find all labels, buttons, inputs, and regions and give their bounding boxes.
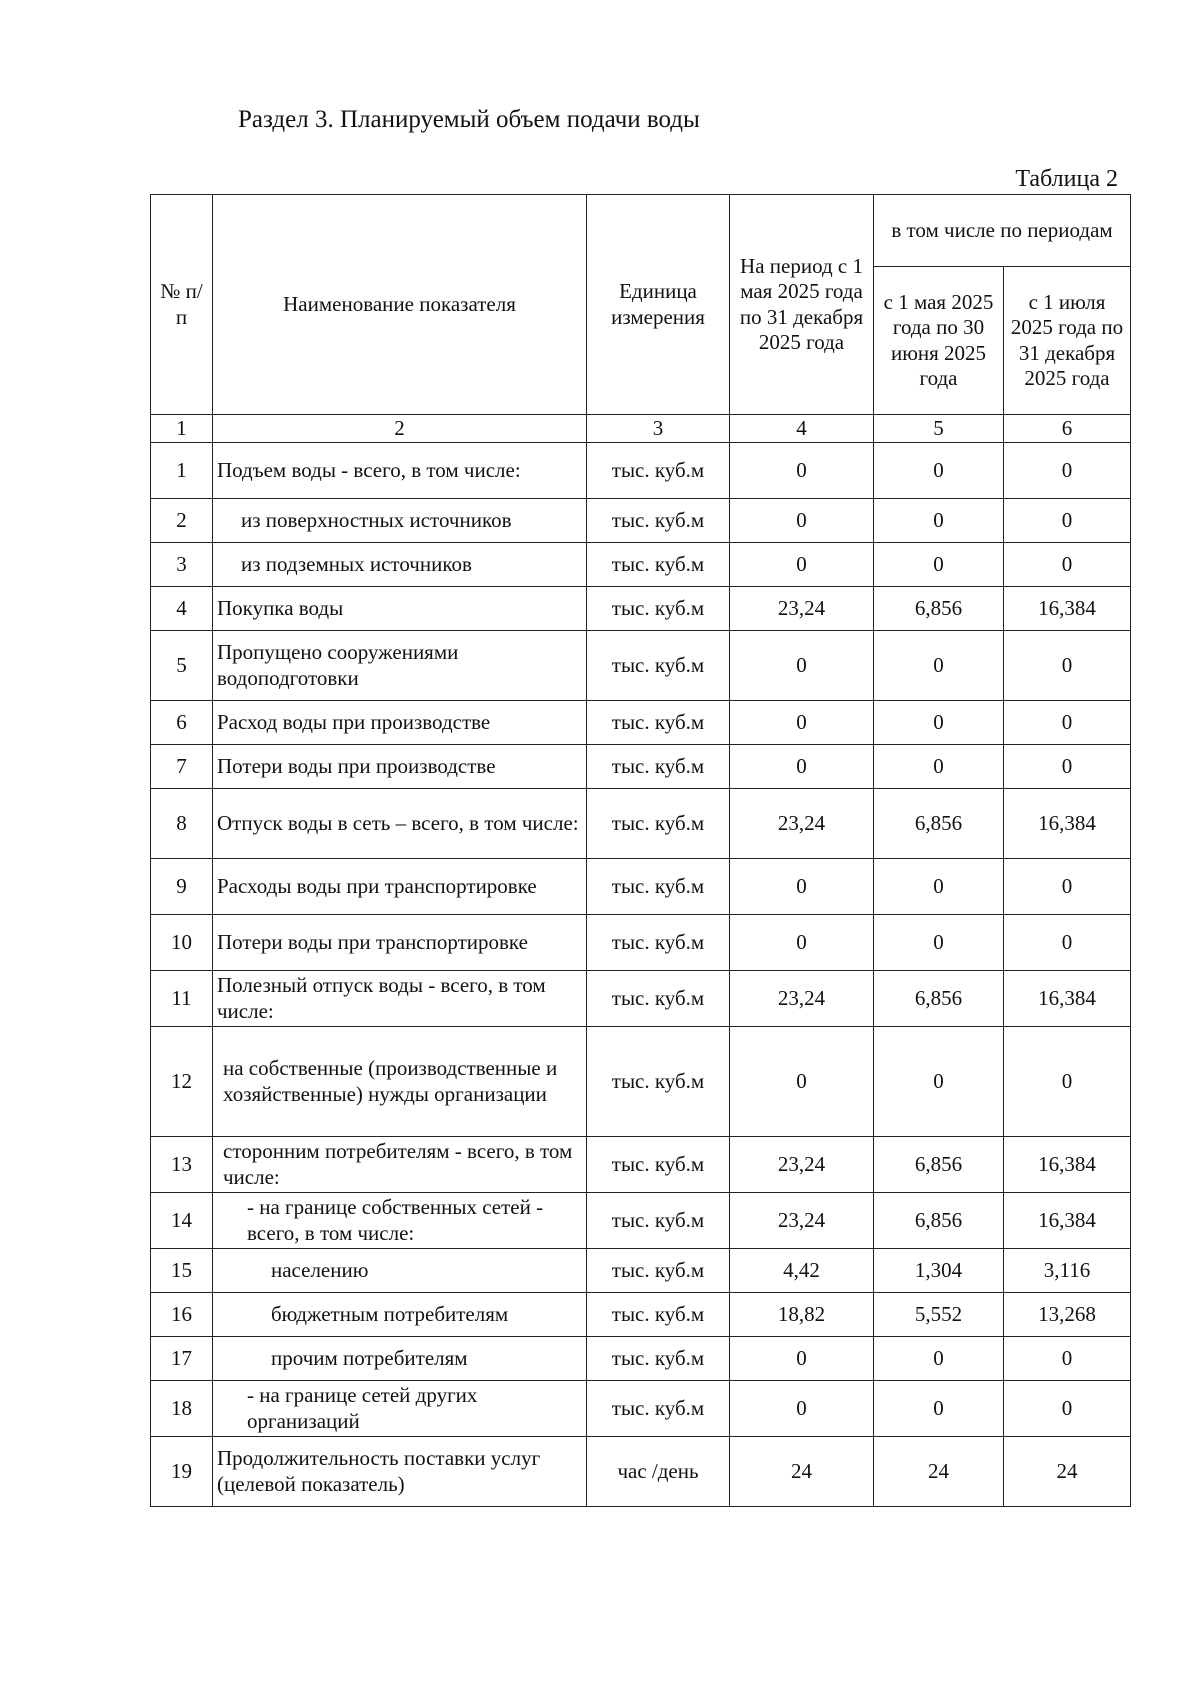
row-unit: тыс. куб.м [587, 1249, 730, 1293]
row-total: 23,24 [730, 1193, 874, 1249]
table-row [151, 971, 1131, 1027]
row-name: из подземных источников [213, 543, 587, 587]
table-row [151, 499, 1131, 543]
row-number: 18 [151, 1381, 213, 1437]
row-period-2: 0 [1004, 1381, 1131, 1437]
row-period-1: 0 [874, 543, 1004, 587]
row-name: Подъем воды - всего, в том числе: [213, 443, 587, 499]
row-number: 19 [151, 1437, 213, 1507]
row-period-2: 16,384 [1004, 1193, 1131, 1249]
row-unit: тыс. куб.м [587, 971, 730, 1027]
row-total: 4,42 [730, 1249, 874, 1293]
row-number: 10 [151, 915, 213, 971]
row-name: - на границе собственных сетей - всего, в том числе: [213, 1193, 587, 1249]
row-unit: тыс. куб.м [587, 443, 730, 499]
row-name: сторонним потребителям - всего, в том числе: [213, 1137, 587, 1193]
row-unit: тыс. куб.м [587, 1137, 730, 1193]
row-name: прочим потребителям [213, 1337, 587, 1381]
row-total: 0 [730, 499, 874, 543]
table-row [151, 543, 1131, 587]
table-row [151, 1193, 1131, 1249]
row-name: Расходы воды при транспортировке [213, 859, 587, 915]
col-number: 5 [874, 415, 1004, 443]
col-number: 2 [213, 415, 587, 443]
header-unit: Единица измерения [587, 195, 730, 415]
row-name: Продолжительность поставки услуг (целевой показатель) [213, 1437, 587, 1507]
table-row [151, 701, 1131, 745]
row-total: 23,24 [730, 789, 874, 859]
table-row [151, 1249, 1131, 1293]
row-name: Полезный отпуск воды - всего, в том числе: [213, 971, 587, 1027]
row-period-1: 0 [874, 745, 1004, 789]
row-number: 16 [151, 1293, 213, 1337]
row-number: 15 [151, 1249, 213, 1293]
row-name: населению [213, 1249, 587, 1293]
row-number: 6 [151, 701, 213, 745]
row-period-1: 6,856 [874, 789, 1004, 859]
row-period-1: 1,304 [874, 1249, 1004, 1293]
table-row [151, 1027, 1131, 1137]
row-number: 11 [151, 971, 213, 1027]
row-name: бюджетным потребителям [213, 1293, 587, 1337]
header-period-2: с 1 июля 2025 года по 31 декабря 2025 года [1004, 267, 1131, 415]
row-total: 0 [730, 1337, 874, 1381]
row-unit: тыс. куб.м [587, 1193, 730, 1249]
table-row [151, 587, 1131, 631]
row-period-1: 0 [874, 859, 1004, 915]
row-period-2: 0 [1004, 701, 1131, 745]
table-row [151, 859, 1131, 915]
row-period-1: 0 [874, 701, 1004, 745]
section-title: Раздел 3. Планируемый объем подачи воды [238, 106, 700, 133]
row-period-1: 0 [874, 1337, 1004, 1381]
row-number: 8 [151, 789, 213, 859]
row-number: 9 [151, 859, 213, 915]
header-period-total: На период с 1 мая 2025 года по 31 декабря 2025 года [730, 195, 874, 415]
row-number: 5 [151, 631, 213, 701]
table-row [151, 1337, 1131, 1381]
row-unit: час /день [587, 1437, 730, 1507]
row-period-2: 13,268 [1004, 1293, 1131, 1337]
row-period-2: 0 [1004, 499, 1131, 543]
row-total: 0 [730, 701, 874, 745]
row-unit: тыс. куб.м [587, 745, 730, 789]
row-number: 1 [151, 443, 213, 499]
table-row [151, 443, 1131, 499]
row-number: 17 [151, 1337, 213, 1381]
col-number: 3 [587, 415, 730, 443]
row-total: 23,24 [730, 587, 874, 631]
row-period-1: 5,552 [874, 1293, 1004, 1337]
header-num: № п/п [151, 195, 213, 415]
row-name: - на границе сетей других организаций [213, 1381, 587, 1437]
row-period-1: 0 [874, 443, 1004, 499]
row-period-1: 0 [874, 1027, 1004, 1137]
row-number: 2 [151, 499, 213, 543]
row-number: 7 [151, 745, 213, 789]
row-total: 0 [730, 859, 874, 915]
row-period-1: 6,856 [874, 1137, 1004, 1193]
row-period-1: 0 [874, 1381, 1004, 1437]
table-row [151, 1293, 1131, 1337]
row-number: 13 [151, 1137, 213, 1193]
row-total: 24 [730, 1437, 874, 1507]
row-unit: тыс. куб.м [587, 701, 730, 745]
row-period-2: 0 [1004, 859, 1131, 915]
row-total: 0 [730, 1381, 874, 1437]
row-period-2: 0 [1004, 1337, 1131, 1381]
row-name: Отпуск воды в сеть – всего, в том числе: [213, 789, 587, 859]
row-total: 0 [730, 443, 874, 499]
row-period-1: 6,856 [874, 587, 1004, 631]
row-total: 23,24 [730, 971, 874, 1027]
row-period-2: 0 [1004, 631, 1131, 701]
row-name: Покупка воды [213, 587, 587, 631]
table-label: Таблица 2 [1015, 166, 1118, 192]
row-number: 3 [151, 543, 213, 587]
row-period-1: 0 [874, 499, 1004, 543]
row-period-2: 16,384 [1004, 587, 1131, 631]
row-number: 14 [151, 1193, 213, 1249]
row-period-2: 0 [1004, 915, 1131, 971]
table-row [151, 1437, 1131, 1507]
row-total: 23,24 [730, 1137, 874, 1193]
header-period-1: с 1 мая 2025 года по 30 июня 2025 года [874, 267, 1004, 415]
row-period-2: 24 [1004, 1437, 1131, 1507]
row-unit: тыс. куб.м [587, 789, 730, 859]
row-number: 4 [151, 587, 213, 631]
row-period-1: 6,856 [874, 971, 1004, 1027]
row-name: Потери воды при производстве [213, 745, 587, 789]
row-total: 0 [730, 915, 874, 971]
row-period-2: 0 [1004, 443, 1131, 499]
row-period-1: 0 [874, 631, 1004, 701]
header-by-periods: в том числе по периодам [874, 195, 1131, 267]
row-total: 0 [730, 745, 874, 789]
table-row [151, 789, 1131, 859]
row-name: из поверхностных источников [213, 499, 587, 543]
row-unit: тыс. куб.м [587, 915, 730, 971]
header-row [151, 195, 1131, 267]
row-period-2: 16,384 [1004, 1137, 1131, 1193]
table-row [151, 1381, 1131, 1437]
column-numbers-row [151, 415, 1131, 443]
row-period-1: 6,856 [874, 1193, 1004, 1249]
water-supply-table [150, 194, 1131, 1507]
table-row [151, 631, 1131, 701]
header-name: Наименование показателя [213, 195, 587, 415]
row-unit: тыс. куб.м [587, 859, 730, 915]
row-period-1: 0 [874, 915, 1004, 971]
row-unit: тыс. куб.м [587, 631, 730, 701]
row-unit: тыс. куб.м [587, 499, 730, 543]
table-row [151, 745, 1131, 789]
row-period-2: 0 [1004, 543, 1131, 587]
row-unit: тыс. куб.м [587, 543, 730, 587]
row-name: на собственные (производственные и хозяйственные) нужды организации [213, 1027, 587, 1137]
row-unit: тыс. куб.м [587, 1293, 730, 1337]
row-unit: тыс. куб.м [587, 1381, 730, 1437]
table-row [151, 1137, 1131, 1193]
row-period-1: 24 [874, 1437, 1004, 1507]
row-total: 18,82 [730, 1293, 874, 1337]
row-unit: тыс. куб.м [587, 1027, 730, 1137]
row-period-2: 3,116 [1004, 1249, 1131, 1293]
col-number: 1 [151, 415, 213, 443]
row-number: 12 [151, 1027, 213, 1137]
row-unit: тыс. куб.м [587, 1337, 730, 1381]
row-period-2: 0 [1004, 745, 1131, 789]
row-name: Потери воды при транспортировке [213, 915, 587, 971]
row-period-2: 16,384 [1004, 789, 1131, 859]
row-total: 0 [730, 1027, 874, 1137]
row-name: Расход воды при производстве [213, 701, 587, 745]
row-name: Пропущено сооружениями водоподготовки [213, 631, 587, 701]
col-number: 6 [1004, 415, 1131, 443]
row-total: 0 [730, 631, 874, 701]
row-total: 0 [730, 543, 874, 587]
row-unit: тыс. куб.м [587, 587, 730, 631]
row-period-2: 0 [1004, 1027, 1131, 1137]
col-number: 4 [730, 415, 874, 443]
table-row [151, 915, 1131, 971]
row-period-2: 16,384 [1004, 971, 1131, 1027]
